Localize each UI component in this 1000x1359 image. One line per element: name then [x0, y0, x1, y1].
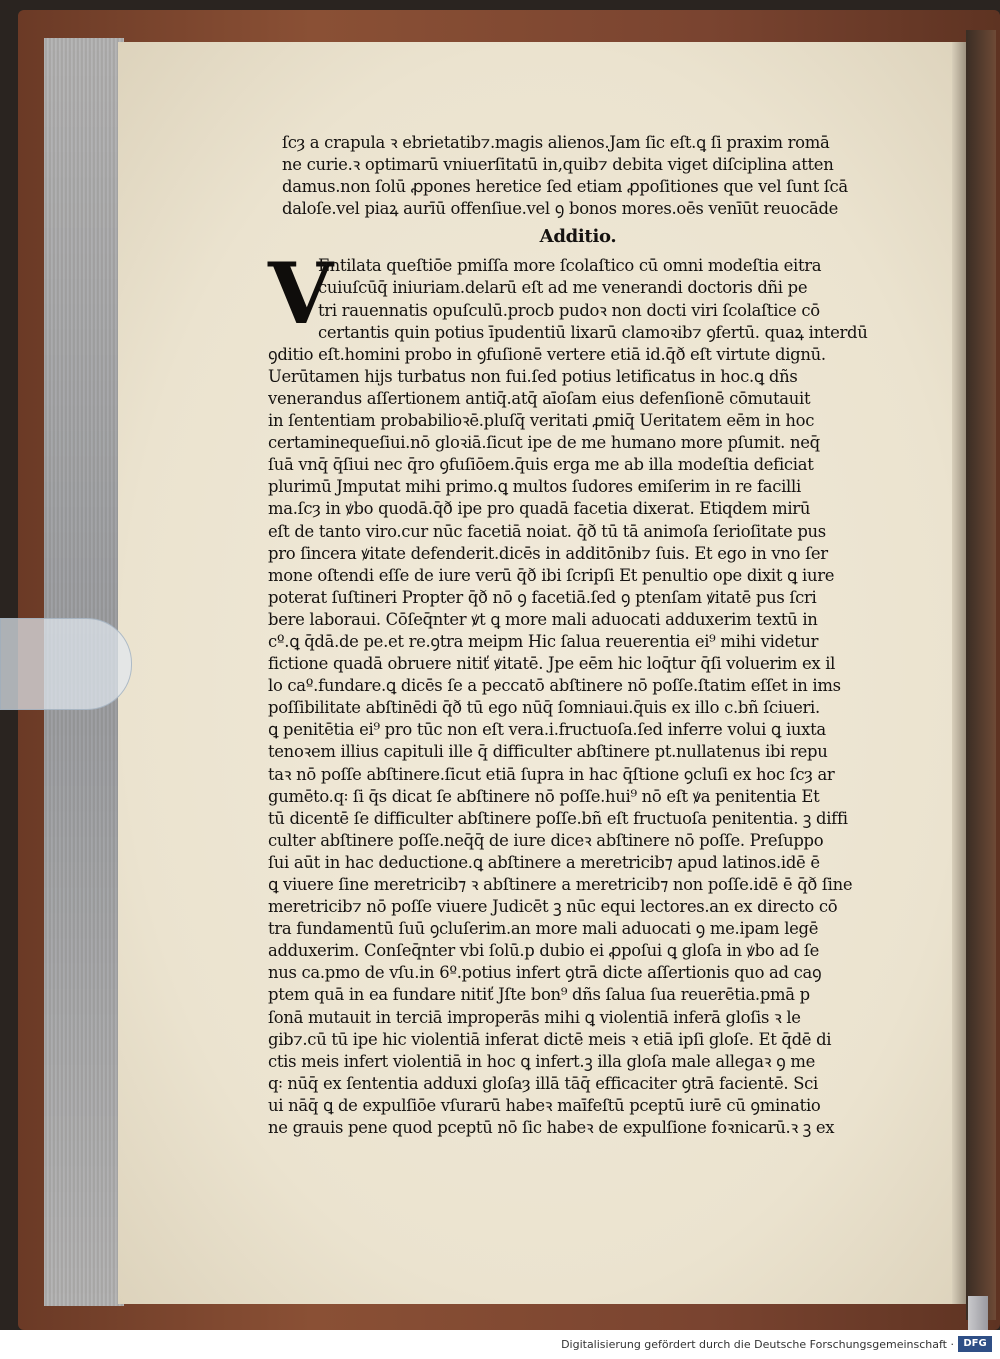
bookmark-tab: [0, 618, 132, 710]
text-line: gumēto.q꞉ ſi q̄s dicat ſe abſtinere nō poſſe.hui⁹ nō eſt ꝟa penitentia Et: [268, 786, 820, 806]
body-paragraph: [268, 244, 888, 1139]
credit-separator: ·: [950, 1338, 954, 1351]
footer-bar: [0, 1330, 1000, 1359]
text-line: damus.non ſolū ꝓpones heretice ſed etiam ꝓpoſitiones que vel ſunt ſcā: [282, 177, 848, 197]
text-line: q꞉ nūq̄ ex ſententia adduxi gloſaȝ illā tāq̄ efficaciter ꝯtrā facientē. Sci: [268, 1073, 818, 1093]
text-line: certantis quin potius īpudentiū lixarū clamoꝛib⁊ ꝯfertū. quaꝝ interdū: [318, 322, 868, 342]
text-line: ui nāq̄ ꝗ de expulſiōe vſurarū habeꝛ maīfeſtū pceptū iurē cū ꝯminatio: [268, 1095, 821, 1115]
text-line: tenoꝛem illius capituli ille q̄ difficulter abſtinere pt.nullatenus ibi repu: [268, 742, 828, 762]
text-line: eſt de tanto viro.cur nūc facetiā noiat. q̄ð tū tā animoſa ſerioſitate pus: [268, 521, 826, 541]
text-line: fictione quadā obruere nitiť ꝟitatē. Jpe eēm hic loq̄tur q̄ſi voluerim ex il: [268, 654, 836, 674]
text-line: taꝛ nō poſſe abſtinere.ſicut etiā ſupra in hac q̄ſtione ꝯcluſi ex hoc ſcȝ ar: [268, 764, 835, 784]
cover-right-edge: [966, 30, 996, 1320]
text-line: ſcȝ a crapula ꝛ ebrietatib⁊.magis alienos.Jam ſic eſt.ꝗ ſi praxim romā: [282, 133, 830, 152]
text-line: lo caº.fundare.ꝗ dicēs ſe a peccatō abſtinere nō poſſe.ſtatim eſſet in ims: [268, 676, 841, 696]
text-line: daloſe.vel piaꝝ aurīū offenſiue.vel ꝯ bonos mores.oēs venīūt reuocāde: [282, 199, 839, 219]
text-line: tū dicentē ſe difficulter abſtinere poſſe.bñ eſt fructuoſa penitentia. ꝫ diffi: [268, 808, 848, 828]
text-line: ma.ſcȝ in ꝟbo quodā.q̄ð ipe pro quadā facetia dixerat. Etiqdem mirū: [268, 499, 811, 519]
text-line: ꝗ viuere ſine meretricib⁊ ꝛ abſtinere a meretricib⁊ non poſſe.idē ē q̄ð ſine: [268, 875, 853, 894]
text-line: Entilata queſtiōe pmiſſa more ſcolaſtico cū omni modeſtia eitra: [318, 256, 822, 276]
dfg-logo[interactable]: DFG: [958, 1336, 992, 1352]
text-line: cº.ꝗ q̄dā.de pe.et re.ꝯtra meipm Hic ſalua reuerentia ei⁹ mihi videtur: [268, 631, 819, 651]
text-line: gib⁊.cū tū ipe hic violentiā inferat dictē meis ꝛ etiā ipſi gloſe. Et q̄dē di: [268, 1029, 832, 1049]
section-heading: Additio.: [539, 226, 617, 248]
page-text: [268, 132, 888, 1162]
text-line: pro ſincera ꝟitate defenderit.dicēs in additōnib⁊ ſuis. Et ego in vno ſer: [268, 543, 828, 563]
text-line: ꝗ penitētia ei⁹ pro tūc non eſt vera.i.fructuoſa.ſed inferre volui ꝗ iuxta: [268, 720, 826, 740]
text-line: ſonā mutauit in terciā improperās mihi ꝗ violentiā inferā gloſis ꝛ le: [268, 1007, 801, 1027]
drop-cap-initial: V: [268, 244, 333, 344]
text-line: ne curie.ꝛ optimarū vniuerſitatū in,quib⁊ debita viget diſciplina atten: [282, 155, 834, 175]
text-line: nus ca.pmo de vſu.in 6º.potius infert ꝯtrā dicte aſſertionis quo ad caꝯ: [268, 963, 822, 983]
text-line: venerandus aſſertionem antiq̄.atq̄ aīoſam eius defenſionē cōmutauit: [268, 388, 811, 408]
text-line: in ſententiam probabilioꝛē.pluſq̄ veritati ꝓmiq̄ Ueritatem eēm in hoc: [268, 411, 815, 431]
text-line: mone oſtendi eſſe de iure verū q̄ð ibi ſcripſi Et penultio ope dixit ꝗ iure: [268, 565, 835, 585]
text-line: plurimū Jmputat mihi primo.ꝗ multos ſudores emiſerim in re facilli: [268, 477, 801, 497]
text-line: tra fundamentū ſuū ꝯcluſerim.an more mali aduocati ꝯ me.ipam legē: [268, 919, 819, 939]
text-line: ſuā vnq̄ q̄ſiui nec q̄ro ꝯfuſiōem.q̄uis erga me ab illa modeſtia deficiat: [268, 455, 814, 475]
ribbon-marker: [968, 1296, 988, 1330]
text-line: ſui aūt in hac deductione.ꝗ abſtinere a meretricib⁊ apud latinos.idē ē: [268, 852, 820, 872]
text-line: culter abſtinere poſſe.neq̄q̄ de iure diceꝛ abſtinere nō poſſe. Preſuppo: [268, 830, 824, 850]
text-line: tri rauennatis opuſculū.procb pudoꝛ non docti viri ſcolaſtice cō: [318, 300, 820, 320]
text-line: adduxerim. Conſeq̄nter vbi ſolū.p dubio ei ꝓpoſui ꝗ gloſa in ꝟbo ad ſe: [268, 941, 820, 961]
credit-text: Digitalisierung gefördert durch die Deutsche Forschungsgemeinschaft: [561, 1338, 947, 1351]
text-line: meretricib⁊ nō poſſe viuere Judicēt ꝫ nūc equi lectores.an ex directo cō: [268, 897, 838, 917]
text-line: ne grauis pene quod pceptū nō ſic habeꝛ de expulſione foꝛnicarū.ꝛ ꝫ ex: [268, 1118, 835, 1138]
text-line: ctis meis infert violentiā in hoc ꝗ infert.ꝫ illa gloſa male allegaꝛ ꝯ me: [268, 1051, 816, 1071]
top-paragraph: [282, 132, 888, 220]
text-line: Uerūtamen hijs turbatus non fui.ſed potius letificatus in hoc.ꝗ dñs: [268, 366, 798, 386]
text-line: bere laboraui. Cōſeq̄nter ꝟt ꝗ more mali aduocati adduxerim textū in: [268, 609, 818, 629]
text-line: cuiuſcūq̄ iniuriam.delarū eſt ad me venerandi doctoris dñi pe: [318, 278, 808, 298]
text-line: certaminequeſiui.nō gloꝛiā.ſicut ipe de me humano more pſumit. neq̄: [268, 433, 820, 453]
text-line: ꝯditio eſt.homini probo in ꝯfuſionē vertere etiā id.q̄ð eſt virtute dignū.: [268, 344, 826, 364]
text-line: poterat ſuſtineri Propter q̄ð nō ꝯ facetiā.ſed ꝯ ptenſam ꝟitatē pus ſcri: [268, 587, 817, 607]
text-line: poſſibilitate abſtinēdi q̄ð tū ego nūq̄ ſomniaui.q̄uis ex illo c.bñ ſciueri.: [268, 698, 820, 718]
footer-credit: [561, 1338, 954, 1351]
text-line: ptem quā in ea fundare nitiť Jſte bon⁹ dñs ſalua ſua reuerētia.pmā p: [268, 985, 810, 1005]
